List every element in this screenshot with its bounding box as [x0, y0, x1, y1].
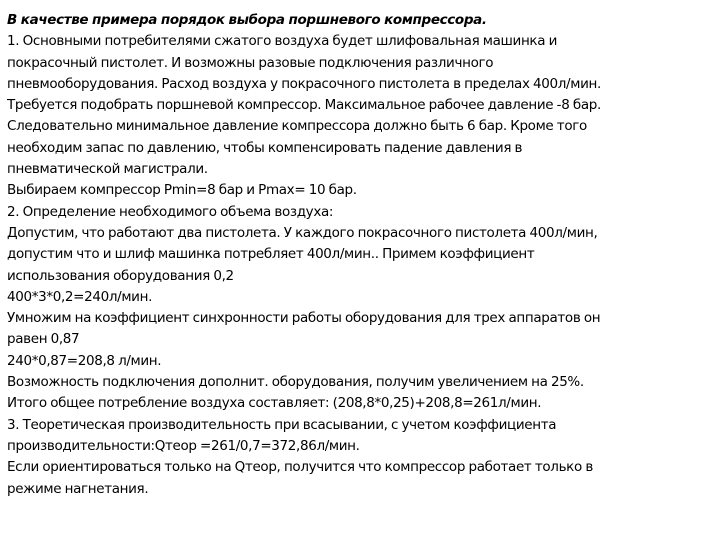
text-line-22: режиме нагнетания.: [7, 480, 149, 497]
slide-heading: В качестве примера порядок выбора поршневого компрессора.: [7, 12, 487, 28]
text-line-9: 2. Определение необходимого объема воздуха:: [7, 203, 334, 220]
text-line-3: пневмооборудования. Расход воздуха у покрасочного пистолета в пределах 400л/мин.: [7, 75, 601, 92]
text-line-11: допустим что и шлиф машинка потребляет 400л/мин.. Примем коэффициент: [7, 246, 535, 263]
text-line-17: Возможность подключения дополнит. оборудования, получим увеличением на 25%.: [7, 374, 584, 391]
text-line-6: необходим запас по давлению, чтобы компенсировать падение давления в: [7, 139, 523, 156]
text-line-19: 3. Теоретическая производительность при всасывании, с учетом коэффициента: [7, 416, 557, 433]
text-line-14: Умножим на коэффициент синхронности работы оборудования для трех аппаратов он: [7, 310, 601, 327]
text-line-8: Выбираем компрессор Pmin=8 бар и Pmax= 10 бар.: [7, 182, 357, 199]
text-line-7: пневматической магистрали.: [7, 161, 208, 178]
text-line-13: 400*3*0,2=240л/мин.: [7, 288, 153, 305]
text-line-2: покрасочный пистолет. И возможны разовые подключения различного: [7, 54, 494, 71]
text-line-21: Если ориентироваться только на Qтеор, получится что компрессор работает только в: [7, 459, 593, 476]
text-line-12: использования оборудования 0,2: [7, 267, 234, 284]
text-line-15: равен 0,87: [7, 331, 80, 348]
text-line-1: 1. Основными потребителями сжатого воздуха будет шлифовальная машинка и: [7, 33, 558, 50]
text-line-10: Допустим, что работают два пистолета. У каждого покрасочного пистолета 400л/мин,: [7, 224, 598, 241]
text-line-4: Требуется подобрать поршневой компрессор. Максимальное рабочее давление -8 бар.: [7, 97, 601, 114]
slide-text-body: [7, 10, 707, 500]
text-line-18: Итого общее потребление воздуха составляет: (208,8*0,25)+208,8=261л/мин.: [7, 395, 542, 412]
text-line-16: 240*0,87=208,8 л/мин.: [7, 352, 162, 369]
text-line-5: Следовательно минимальное давление компрессора должно быть 6 бар. Кроме того: [7, 118, 587, 135]
text-line-20: производительности:Qтеор =261/0,7=372,86л/мин.: [7, 437, 360, 454]
